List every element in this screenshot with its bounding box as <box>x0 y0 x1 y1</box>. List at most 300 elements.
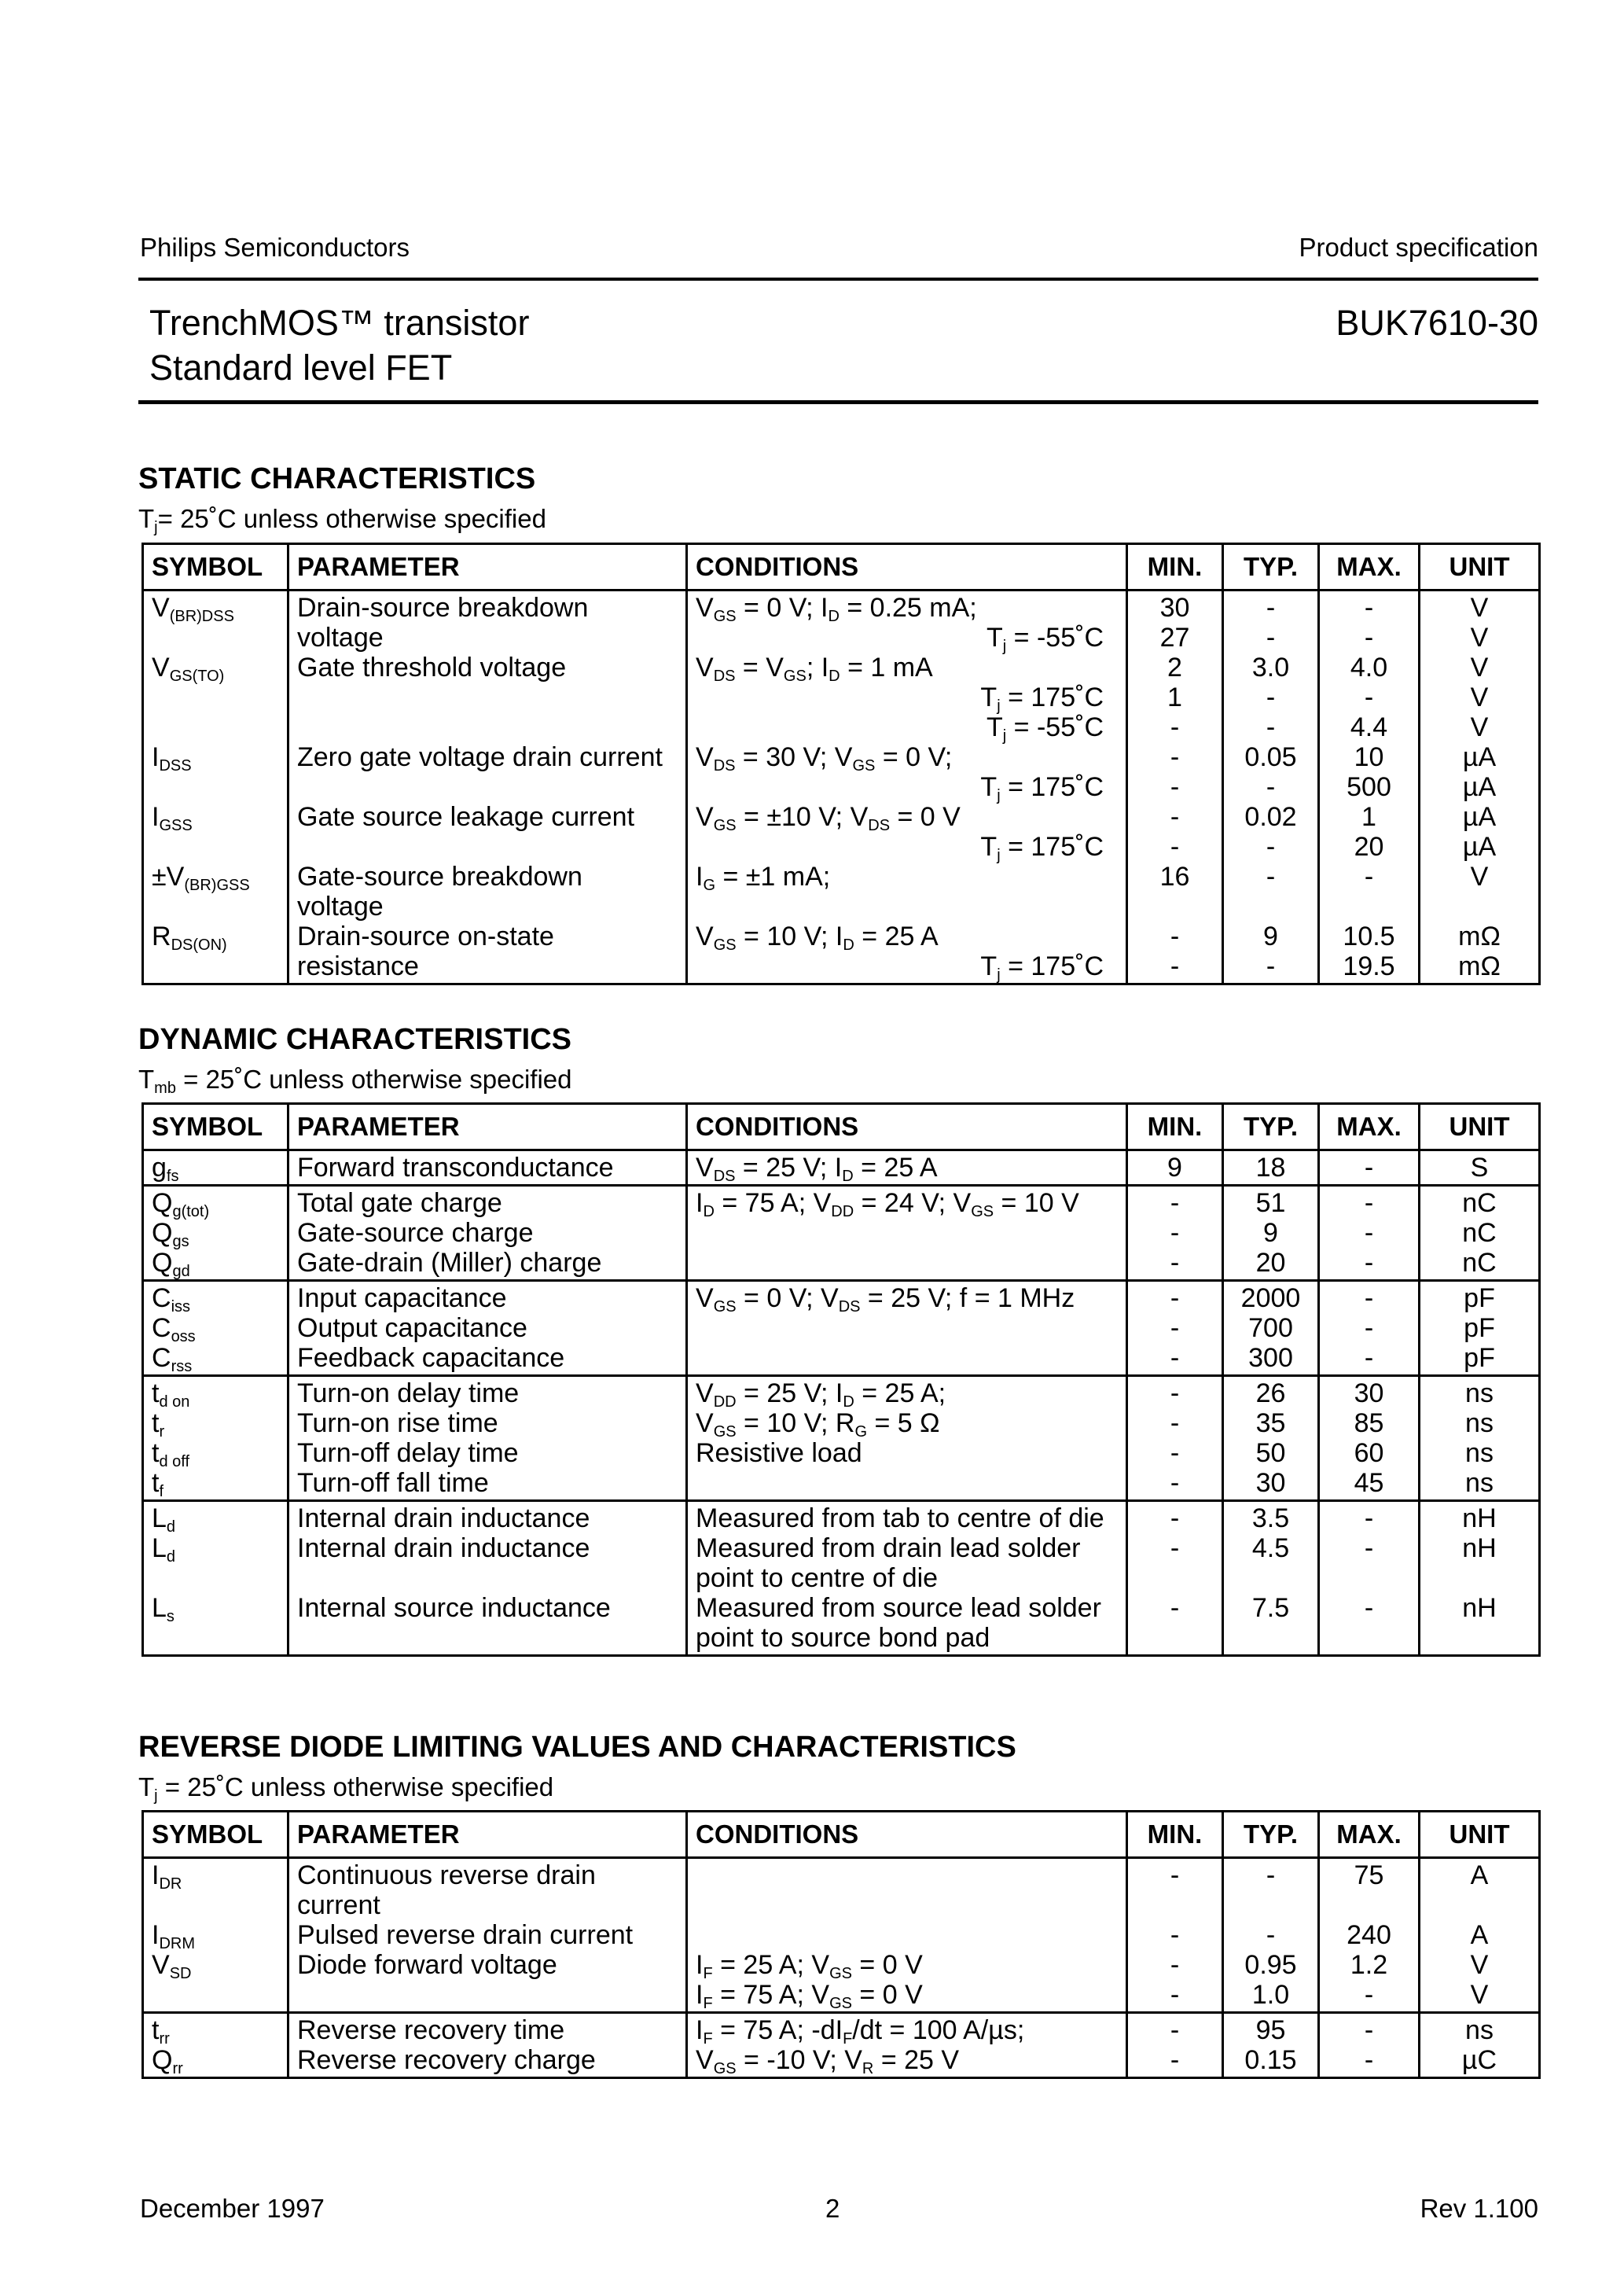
cell-unit <box>1420 1376 1540 1501</box>
symbol-value <box>152 772 279 802</box>
min-value: 30 <box>1159 593 1190 623</box>
min-value: - <box>1170 1533 1180 1563</box>
symbol-value <box>152 1623 279 1653</box>
table-row-group <box>143 1501 1540 1656</box>
unit-value: V <box>1470 712 1489 742</box>
cell-min <box>1127 1281 1223 1376</box>
column-header-unit: UNIT <box>1420 544 1540 591</box>
cell-parameter <box>288 2013 687 2078</box>
symbol-value: $\pm V_{(BR)GSS}$ <box>152 862 250 894</box>
cell-conditions <box>687 1376 1127 1501</box>
symbol-value <box>152 1980 279 2010</box>
max-value: - <box>1364 593 1374 623</box>
min-value: - <box>1170 1408 1180 1438</box>
cell-typ <box>1223 1186 1319 1281</box>
symbol-value: $g_{fs}$ <box>152 1153 179 1185</box>
column-header-unit: UNIT <box>1420 1104 1540 1150</box>
typ-value: 7.5 <box>1251 1593 1290 1623</box>
table-row-group <box>143 1186 1540 1281</box>
cell-conditions <box>687 1150 1127 1186</box>
parameter-value: Gate-drain (Miller) charge <box>297 1248 602 1278</box>
conditions-value: $I_D = 75$ A; $V_{DD} = 24$ V; $V_{GS} = 10$ V <box>696 1188 1079 1220</box>
symbol-value <box>152 1890 279 1920</box>
max-value: 1 <box>1361 802 1376 832</box>
cell-max <box>1319 1376 1420 1501</box>
cell-parameter <box>288 591 687 984</box>
symbol-value: $Q_{gs}$ <box>152 1218 189 1250</box>
symbol-value: $t_f$ <box>152 1468 164 1500</box>
conditions-value <box>696 892 1118 922</box>
cell-conditions <box>687 1186 1127 1281</box>
cell-typ <box>1223 591 1319 984</box>
reverse-diode-table <box>141 1810 1541 2079</box>
max-value: - <box>1364 2015 1374 2045</box>
symbol-value: $Q_{rr}$ <box>152 2045 183 2077</box>
min-value: - <box>1170 802 1180 832</box>
min-value <box>1136 1563 1214 1593</box>
title-line-2: Standard level FET <box>149 348 453 388</box>
unit-value: nC <box>1462 1248 1497 1278</box>
typ-value: 0.95 <box>1244 1950 1297 1980</box>
cell-parameter <box>288 1376 687 1501</box>
footer-revision: Rev 1.100 <box>1420 2194 1538 2223</box>
unit-value: pF <box>1464 1343 1495 1373</box>
symbol-value: $Q_{g(tot)}$ <box>152 1188 210 1220</box>
typ-value: 20 <box>1255 1248 1286 1278</box>
conditions-value: point to centre of die <box>696 1563 939 1593</box>
conditions-value <box>696 1860 1118 1890</box>
min-value: - <box>1170 2015 1180 2045</box>
conditions-value: $V_{GS} = 0$ V; $I_D = 0.25$ mA; <box>696 593 977 625</box>
max-value: - <box>1364 1503 1374 1533</box>
conditions-value: $I_F = 75$ A; $V_{GS} = 0$ V <box>696 1980 923 2012</box>
reverse-diode-section-note: $T_j$ = 25˚C unless otherwise specified <box>138 1772 554 1805</box>
conditions-value: $T_j$ = -55˚C <box>987 623 1104 655</box>
symbol-value: $I_{DR}$ <box>152 1860 182 1893</box>
cell-unit <box>1420 1150 1540 1186</box>
typ-value: 9 <box>1263 1218 1278 1248</box>
min-value: - <box>1170 1950 1180 1980</box>
min-value: - <box>1170 832 1180 862</box>
unit-value <box>1428 1563 1530 1593</box>
unit-value: pF <box>1464 1283 1495 1313</box>
part-number: BUK7610-30 <box>1336 303 1538 343</box>
min-value: - <box>1170 1980 1180 2010</box>
typ-value: 3.0 <box>1251 653 1290 683</box>
min-value: - <box>1170 951 1180 981</box>
parameter-value <box>297 772 678 802</box>
unit-value: V <box>1470 1980 1489 2010</box>
column-header-max: MAX. <box>1319 544 1420 591</box>
column-header-max: MAX. <box>1319 1104 1420 1150</box>
column-header-symbol: SYMBOL <box>143 1812 288 1858</box>
table-row-group <box>143 1281 1540 1376</box>
conditions-value: $V_{GS} = -10$ V; $V_R = 25$ V <box>696 2045 960 2077</box>
conditions-value: $I_G = \pm 1$ mA; <box>696 862 831 894</box>
parameter-value: resistance <box>297 951 419 981</box>
conditions-value <box>696 1248 1118 1278</box>
symbol-value: $I_{GSS}$ <box>152 802 193 834</box>
cell-max <box>1319 591 1420 984</box>
min-value: - <box>1170 1343 1180 1373</box>
parameter-value: Turn-on rise time <box>297 1408 498 1438</box>
unit-value <box>1428 892 1530 922</box>
column-header-conditions: CONDITIONS <box>687 544 1127 591</box>
typ-value: 3.5 <box>1251 1503 1290 1533</box>
typ-value: - <box>1266 593 1276 623</box>
max-value: 85 <box>1354 1408 1384 1438</box>
unit-value: V <box>1470 623 1489 653</box>
max-value: - <box>1364 1283 1374 1313</box>
max-value: 4.0 <box>1350 653 1388 683</box>
column-header-typ: TYP. <box>1223 544 1319 591</box>
max-value: - <box>1364 862 1374 892</box>
max-value: - <box>1364 1533 1374 1563</box>
min-value: - <box>1170 742 1180 772</box>
typ-value <box>1232 892 1310 922</box>
parameter-value: Continuous reverse drain <box>297 1860 596 1890</box>
table-row-group <box>143 2013 1540 2078</box>
max-value <box>1328 1563 1410 1593</box>
typ-value: - <box>1266 623 1276 653</box>
unit-value: nC <box>1462 1188 1497 1218</box>
unit-value: ns <box>1465 1438 1494 1468</box>
parameter-value <box>297 832 678 862</box>
symbol-value: $L_d$ <box>152 1533 176 1566</box>
cell-parameter <box>288 1150 687 1186</box>
min-value: - <box>1170 1248 1180 1278</box>
min-value: 2 <box>1167 653 1182 683</box>
min-value: - <box>1170 1468 1180 1498</box>
parameter-value: Forward transconductance <box>297 1153 614 1183</box>
cell-max <box>1319 1186 1420 1281</box>
unit-value: µC <box>1461 2045 1497 2075</box>
cell-typ <box>1223 2013 1319 2078</box>
unit-value <box>1428 1890 1530 1920</box>
unit-value: ns <box>1465 1408 1494 1438</box>
cell-parameter <box>288 1281 687 1376</box>
max-value: 75 <box>1354 1860 1384 1890</box>
unit-value: µA <box>1462 802 1497 832</box>
cell-conditions <box>687 1281 1127 1376</box>
column-header-unit: UNIT <box>1420 1812 1540 1858</box>
typ-value: 51 <box>1255 1188 1286 1218</box>
cell-min <box>1127 1186 1223 1281</box>
typ-value: 18 <box>1255 1153 1286 1183</box>
min-value: - <box>1170 1313 1180 1343</box>
cell-typ <box>1223 1281 1319 1376</box>
conditions-value: $V_{GS} = 10$ V; $R_G = 5$ Ω <box>696 1408 940 1441</box>
parameter-value <box>297 1623 678 1653</box>
min-value: - <box>1170 772 1180 802</box>
conditions-value: Measured from tab to centre of die <box>696 1503 1104 1533</box>
typ-value: 95 <box>1255 2015 1286 2045</box>
symbol-value <box>152 623 279 653</box>
typ-value: 700 <box>1248 1313 1293 1343</box>
conditions-value: Resistive load <box>696 1438 862 1468</box>
cell-symbol <box>143 591 288 984</box>
static-section-title: STATIC CHARACTERISTICS <box>138 462 536 495</box>
cell-parameter <box>288 1186 687 1281</box>
unit-value: nH <box>1462 1503 1497 1533</box>
symbol-value: $C_{rss}$ <box>152 1343 193 1375</box>
parameter-value: Feedback capacitance <box>297 1343 565 1373</box>
cell-conditions <box>687 1501 1127 1656</box>
max-value <box>1328 892 1410 922</box>
column-header-conditions: CONDITIONS <box>687 1104 1127 1150</box>
symbol-value <box>152 832 279 862</box>
cell-max <box>1319 1858 1420 2013</box>
parameter-value: current <box>297 1890 380 1920</box>
cell-max <box>1319 1150 1420 1186</box>
table-row-group <box>143 1376 1540 1501</box>
symbol-value <box>152 892 279 922</box>
table-row-group <box>143 1150 1540 1186</box>
unit-value: ns <box>1465 2015 1494 2045</box>
parameter-value: Drain-source breakdown <box>297 593 589 623</box>
typ-value <box>1232 1890 1310 1920</box>
parameter-value: Internal source inductance <box>297 1593 611 1623</box>
typ-value: 35 <box>1255 1408 1286 1438</box>
max-value: 10 <box>1354 742 1384 772</box>
conditions-value: $V_{GS} = 0$ V; $V_{DS} = 25$ V; f = 1 MHz <box>696 1283 1075 1315</box>
conditions-value: $T_j$ = 175˚C <box>980 951 1104 984</box>
cell-symbol <box>143 1376 288 1501</box>
dynamic-characteristics-table <box>141 1102 1541 1657</box>
cell-symbol <box>143 1281 288 1376</box>
conditions-value <box>696 1890 1118 1920</box>
min-value: - <box>1170 1188 1180 1218</box>
conditions-value: $V_{DS} = 25$ V; $I_D = 25$ A <box>696 1153 938 1185</box>
parameter-value: Output capacitance <box>297 1313 527 1343</box>
cell-min <box>1127 1858 1223 2013</box>
typ-value <box>1232 1623 1310 1653</box>
symbol-value: $t_{d on}$ <box>152 1378 190 1411</box>
conditions-value <box>696 1920 1118 1950</box>
cell-max <box>1319 1281 1420 1376</box>
min-value: - <box>1170 1593 1180 1623</box>
conditions-value <box>696 1343 1118 1373</box>
max-value: - <box>1364 1980 1374 2010</box>
parameter-value: Total gate charge <box>297 1188 502 1218</box>
unit-value: A <box>1470 1920 1489 1950</box>
typ-value: 9 <box>1263 922 1278 951</box>
conditions-value <box>696 1313 1118 1343</box>
typ-value: 1.0 <box>1251 1980 1290 2010</box>
max-value: 30 <box>1354 1378 1384 1408</box>
cell-conditions <box>687 2013 1127 2078</box>
company-name: Philips Semiconductors <box>140 233 410 262</box>
cell-min <box>1127 591 1223 984</box>
max-value: - <box>1364 1593 1374 1623</box>
min-value: 1 <box>1167 683 1182 712</box>
parameter-value: Gate source leakage current <box>297 802 635 832</box>
parameter-value: Reverse recovery charge <box>297 2045 596 2075</box>
symbol-value: $V_{SD}$ <box>152 1950 192 1982</box>
min-value: 27 <box>1159 623 1190 653</box>
cell-unit <box>1420 1501 1540 1656</box>
column-header-parameter: PARAMETER <box>288 1812 687 1858</box>
symbol-value: $L_s$ <box>152 1593 175 1625</box>
parameter-value: Pulsed reverse drain current <box>297 1920 634 1950</box>
min-value <box>1136 1890 1214 1920</box>
parameter-value: Drain-source on-state <box>297 922 554 951</box>
unit-value: V <box>1470 1950 1489 1980</box>
max-value: 240 <box>1347 1920 1391 1950</box>
typ-value: 0.05 <box>1244 742 1297 772</box>
max-value: 20 <box>1354 832 1384 862</box>
min-value: - <box>1170 2045 1180 2075</box>
symbol-value: $C_{iss}$ <box>152 1283 191 1315</box>
parameter-value: Internal drain inductance <box>297 1533 590 1563</box>
parameter-value: Turn-off fall time <box>297 1468 489 1498</box>
cell-parameter <box>288 1858 687 2013</box>
symbol-value <box>152 951 279 981</box>
typ-value: - <box>1266 712 1276 742</box>
parameter-value: Gate-source charge <box>297 1218 534 1248</box>
min-value: 9 <box>1167 1153 1182 1183</box>
max-value: - <box>1364 2045 1374 2075</box>
conditions-value: $V_{DS} = V_{GS}$; $I_D = 1$ mA <box>696 653 933 685</box>
max-value: - <box>1364 1248 1374 1278</box>
unit-value: mΩ <box>1458 922 1501 951</box>
parameter-value: Turn-off delay time <box>297 1438 519 1468</box>
typ-value: - <box>1266 862 1276 892</box>
symbol-value: $Q_{gd}$ <box>152 1248 190 1280</box>
typ-value: 0.15 <box>1244 2045 1297 2075</box>
unit-value: µA <box>1462 772 1497 802</box>
cell-conditions <box>687 1858 1127 2013</box>
conditions-value <box>696 1468 1118 1498</box>
conditions-value: $I_F = 75$ A; $-dI_F/dt = 100$ A/µs; <box>696 2015 1025 2048</box>
min-value: 16 <box>1159 862 1190 892</box>
table-row-group <box>143 591 1540 984</box>
column-header-min: MIN. <box>1127 1812 1223 1858</box>
symbol-value: $R_{DS(ON)}$ <box>152 922 227 954</box>
conditions-value: $T_j$ = 175˚C <box>980 772 1104 804</box>
conditions-value: $I_F = 25$ A; $V_{GS} = 0$ V <box>696 1950 923 1982</box>
column-header-typ: TYP. <box>1223 1812 1319 1858</box>
static-characteristics-table <box>141 543 1541 985</box>
typ-value: 4.5 <box>1251 1533 1290 1563</box>
column-header-parameter: PARAMETER <box>288 544 687 591</box>
column-header-parameter: PARAMETER <box>288 1104 687 1150</box>
typ-value <box>1232 1563 1310 1593</box>
column-header-typ: TYP. <box>1223 1104 1319 1150</box>
symbol-value <box>152 1563 279 1593</box>
max-value: - <box>1364 683 1374 712</box>
max-value: - <box>1364 1188 1374 1218</box>
parameter-value: Internal drain inductance <box>297 1503 590 1533</box>
cell-unit <box>1420 1858 1540 2013</box>
cell-symbol <box>143 1186 288 1281</box>
unit-value: nH <box>1462 1593 1497 1623</box>
symbol-value: $V_{GS(TO)}$ <box>152 653 225 685</box>
min-value: - <box>1170 1283 1180 1313</box>
unit-value: V <box>1470 683 1489 712</box>
max-value: 1.2 <box>1350 1950 1388 1980</box>
parameter-value: voltage <box>297 623 384 653</box>
conditions-value: $T_j$ = 175˚C <box>980 683 1104 715</box>
parameter-value: Gate threshold voltage <box>297 653 567 683</box>
unit-value: nH <box>1462 1533 1497 1563</box>
cell-unit <box>1420 1186 1540 1281</box>
unit-value: S <box>1470 1153 1489 1183</box>
cell-symbol <box>143 1501 288 1656</box>
conditions-value <box>696 1218 1118 1248</box>
symbol-value: $C_{oss}$ <box>152 1313 196 1345</box>
parameter-value: Input capacitance <box>297 1283 507 1313</box>
unit-value: nC <box>1462 1218 1497 1248</box>
min-value <box>1136 892 1214 922</box>
min-value: - <box>1170 1218 1180 1248</box>
typ-value: - <box>1266 832 1276 862</box>
typ-value: - <box>1266 951 1276 981</box>
column-header-min: MIN. <box>1127 1104 1223 1150</box>
symbol-value: $t_r$ <box>152 1408 165 1441</box>
cell-unit <box>1420 2013 1540 2078</box>
max-value: 10.5 <box>1343 922 1395 951</box>
typ-value: 26 <box>1255 1378 1286 1408</box>
cell-symbol <box>143 1858 288 2013</box>
unit-value: V <box>1470 862 1489 892</box>
max-value: - <box>1364 1343 1374 1373</box>
max-value: 60 <box>1354 1438 1384 1468</box>
parameter-value: Turn-on delay time <box>297 1378 520 1408</box>
parameter-value: Zero gate voltage drain current <box>297 742 663 772</box>
symbol-value: $L_d$ <box>152 1503 176 1536</box>
typ-value: 300 <box>1248 1343 1293 1373</box>
max-value: 500 <box>1347 772 1391 802</box>
cell-min <box>1127 1376 1223 1501</box>
reverse-diode-section-title: REVERSE DIODE LIMITING VALUES AND CHARACTERISTICS <box>138 1731 1016 1764</box>
conditions-value: Measured from source lead solder <box>696 1593 1101 1623</box>
cell-symbol <box>143 2013 288 2078</box>
unit-value: µA <box>1462 832 1497 862</box>
symbol-value: $t_{d off}$ <box>152 1438 190 1470</box>
symbol-value: $t_{rr}$ <box>152 2015 170 2048</box>
unit-value <box>1428 1623 1530 1653</box>
unit-value: µA <box>1462 742 1497 772</box>
min-value: - <box>1170 1920 1180 1950</box>
cell-symbol <box>143 1150 288 1186</box>
conditions-value: $T_j$ = 175˚C <box>980 832 1104 864</box>
parameter-value <box>297 712 678 742</box>
footer-page-number: 2 <box>825 2194 840 2223</box>
parameter-value: Reverse recovery time <box>297 2015 565 2045</box>
parameter-value <box>297 1563 678 1593</box>
max-value: - <box>1364 623 1374 653</box>
max-value: - <box>1364 1153 1374 1183</box>
cell-parameter <box>288 1501 687 1656</box>
conditions-value: $V_{GS} = \pm 10$ V; $V_{DS} = 0$ V <box>696 802 961 834</box>
min-value: - <box>1170 1860 1180 1890</box>
unit-value: mΩ <box>1458 951 1501 981</box>
min-value: - <box>1170 712 1180 742</box>
cell-typ <box>1223 1501 1319 1656</box>
min-value: - <box>1170 922 1180 951</box>
conditions-value: $V_{DS} = 30$ V; $V_{GS} = 0$ V; <box>696 742 953 775</box>
column-header-symbol: SYMBOL <box>143 1104 288 1150</box>
title-line-1: TrenchMOS™ transistor <box>149 303 530 343</box>
symbol-value <box>152 683 279 712</box>
document-type: Product specification <box>1299 233 1538 262</box>
typ-value: 0.02 <box>1244 802 1297 832</box>
cell-max <box>1319 1501 1420 1656</box>
symbol-value: $I_{DRM}$ <box>152 1920 195 1952</box>
cell-min <box>1127 1501 1223 1656</box>
table-row-group <box>143 1858 1540 2013</box>
